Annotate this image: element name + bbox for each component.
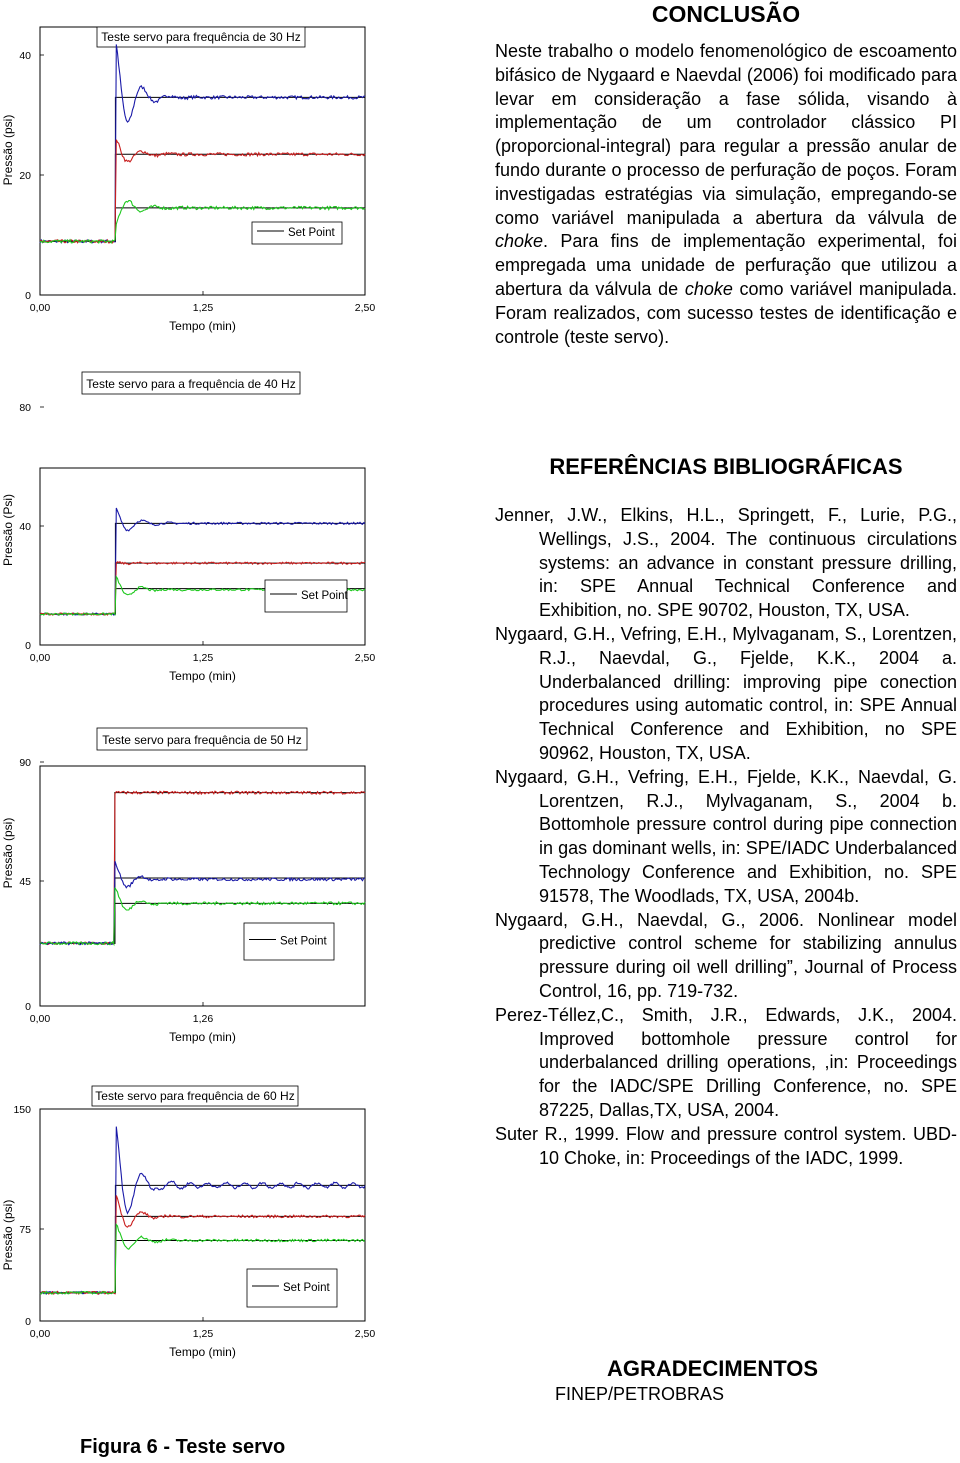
x-axis-label: Tempo (min) — [169, 669, 236, 683]
x-tick-label: 2,50 — [354, 1328, 376, 1340]
reference-item: Nygaard, G.H., Vefring, E.H., Mylvaganam, S., Lorentzen, R.J., Naevdal, G., Fjelde, K.K., 2004 a. Underbalanced drilling: improving pipe conection procedures using automatic control, in: SPE Annual Technical Conference and Exhibition, no SPE 90962, Houston, TX, USA. — [495, 623, 957, 763]
legend-label: Set Point — [283, 1282, 330, 1294]
y-axis-label: Pressão (Psi) — [1, 493, 15, 567]
chart-60hz — [0, 1085, 480, 1385]
references-list — [495, 504, 957, 1170]
chart-title: Teste servo para a frequência de 40 Hz — [86, 377, 296, 391]
x-axis-label: Tempo (min) — [169, 1030, 236, 1044]
chart-50hz — [0, 728, 480, 1048]
chart-title: Teste servo para frequência de 30 Hz — [101, 30, 301, 44]
x-tick-label: 1,25 — [192, 652, 214, 664]
plot-frame — [40, 27, 365, 295]
x-tick-label: 0,00 — [29, 1328, 51, 1340]
chart-30hz — [0, 0, 480, 335]
references-title: REFERÊNCIAS BIBLIOGRÁFICAS — [549, 454, 903, 479]
y-tick-label: 0 — [25, 1001, 31, 1013]
conclusion-section — [495, 0, 957, 349]
legend-label: Set Point — [301, 590, 348, 602]
y-tick-label: 40 — [19, 50, 31, 62]
y-tick-label: 40 — [19, 521, 31, 533]
chart-title: Teste servo para frequência de 60 Hz — [95, 1089, 295, 1103]
x-tick-label: 1,25 — [192, 1328, 214, 1340]
x-tick-label: 2,50 — [354, 652, 376, 664]
y-tick-label: 90 — [19, 757, 31, 769]
setpoint-line — [40, 793, 365, 944]
legend-label: Set Point — [288, 227, 335, 239]
y-axis-label: Pressão (psi) — [1, 817, 15, 889]
x-axis-label: Tempo (min) — [169, 319, 236, 333]
y-tick-label: 0 — [25, 290, 31, 302]
y-tick-label: 0 — [25, 640, 31, 652]
x-tick-label: 0,00 — [29, 652, 51, 664]
x-tick-label: 1,25 — [192, 302, 214, 314]
references-section — [495, 454, 957, 1170]
acknowledgements-text: FINEP/PETROBRAS — [555, 1384, 725, 1404]
acknowledgements-title: AGRADECIMENTOS — [607, 1356, 819, 1381]
plot-frame — [40, 766, 365, 1006]
y-axis-label: Pressão (psi) — [1, 1199, 15, 1271]
x-tick-label: 1,26 — [192, 1013, 214, 1025]
acknowledgements-section — [555, 1356, 955, 1405]
y-tick-label: 80 — [19, 402, 31, 414]
y-tick-label: 0 — [25, 1316, 31, 1328]
plot-frame — [40, 468, 365, 645]
x-tick-label: 2,50 — [354, 302, 376, 314]
reference-item: Jenner, J.W., Elkins, H.L., Springett, F., Lurie, P.G., Wellings, J.S., 2004. The continuous circulations systems: an advance in constant pressure drilling, in: SPE Annual Technical Conference and Exhibition, no. SPE 90702, Houston, TX, USA. — [495, 505, 957, 621]
conclusion-title: CONCLUSÃO — [651, 1, 801, 27]
x-tick-label: 0,00 — [29, 302, 51, 314]
reference-item: Nygaard, G.H., Vefring, E.H., Fjelde, K.K., Naevdal, G. Lorentzen, R.J., Mylvaganam, S., 2004 b. Bottomhole pressure control during pipe connection in gas dominant wells, in: SPE/IADC Underbalanced Technology Conference and Exhibition, no. SPE 91578, The Woodlads, TX, USA, 2004b. — [495, 766, 957, 906]
reference-item: Nygaard, G.H., Naevdal, G., 2006. Nonlinear model predictive control scheme for stabilizing annulus pressure during oil well drilling”, Journal of Process Control, 16, pp. 719-732. — [495, 909, 957, 1001]
y-tick-label: 150 — [13, 1104, 31, 1116]
chart-40hz — [0, 377, 480, 683]
reference-item: Suter R., 1999. Flow and pressure control system. UBD-10 Choke, in: Proceedings of the IADC, 1999. — [495, 1123, 957, 1168]
conclusion-text: Neste trabalho o modelo fenomenológico de escoamento bifásico de Nygaard e Naevdal (2006) foi modificado para levar em consideração a fase sólida, visando à implementação de um controlador clássico PI (proporcional-integral) para regular a pressão anular de fundo durante o processo de perfuração de poços. Foram investigadas estratégias via simulação, empregando-se como variável manipulada a abertura da válvula de choke. Para fins de implementação experimental, foi empregada uma unidade de perfuração que utilizou a abertura da válvula de choke como variável manipulada. Foram realizados, com sucesso testes de identificação e controle (teste servo). — [495, 41, 957, 347]
y-tick-label: 75 — [19, 1224, 31, 1236]
legend-label: Set Point — [280, 935, 327, 948]
y-tick-label: 45 — [19, 876, 31, 888]
x-axis-label: Tempo (min) — [169, 1345, 236, 1359]
series-line — [40, 791, 365, 944]
series-line — [40, 44, 365, 243]
y-tick-label: 20 — [19, 170, 31, 182]
chart-title: Teste servo para frequência de 50 Hz — [102, 733, 302, 747]
y-axis-label: Pressão (psi) — [1, 114, 15, 186]
x-tick-label: 0,00 — [29, 1013, 51, 1025]
reference-item: Perez-Téllez,C., Smith, J.R., Edwards, J.K., 2004. Improved bottomhole pressure control for underbalanced drilling operations, ,in: Proceedings for the IADC/SPE Drilling Conference, no. SPE 87225, Dallas,TX, USA, 2004. — [495, 1004, 957, 1120]
figure-caption: Figura 6 - Teste servo — [80, 1436, 286, 1458]
setpoint-line — [40, 97, 365, 241]
